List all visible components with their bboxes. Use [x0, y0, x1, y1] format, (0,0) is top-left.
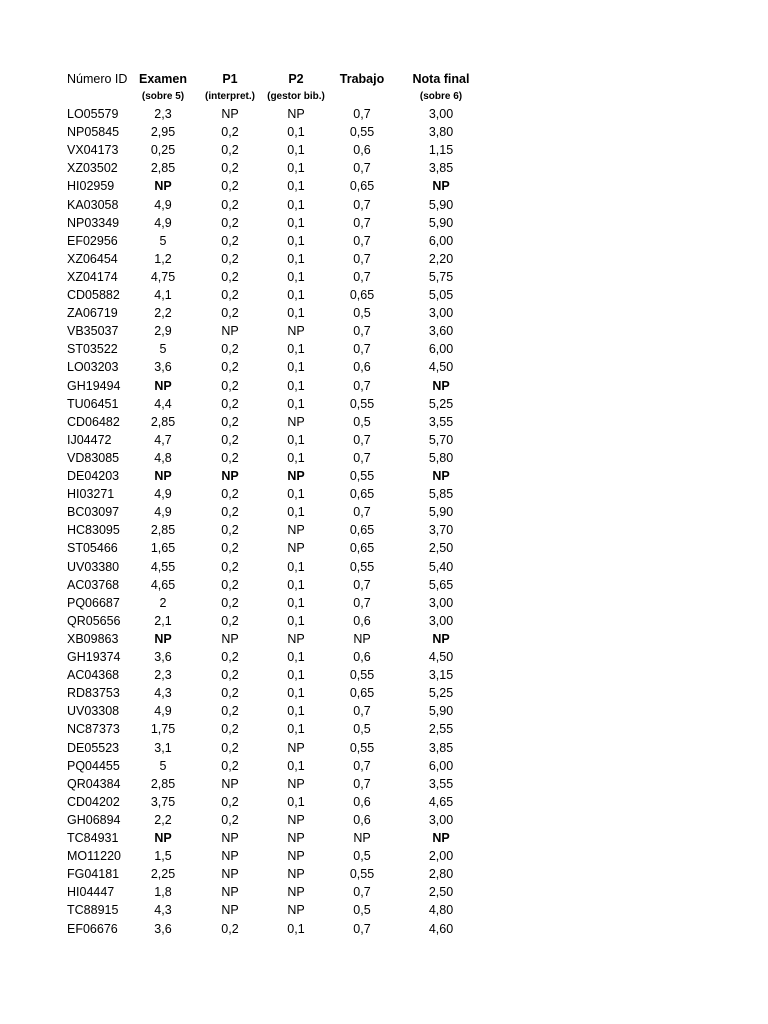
cell-examen: 4,9: [154, 215, 172, 230]
cell-id: TU06451: [67, 396, 119, 411]
cell-id: XB09863: [67, 631, 119, 646]
cell-p1: 0,2: [221, 595, 239, 610]
cell-examen: 1,65: [150, 541, 176, 556]
cell-id: CD04202: [67, 794, 120, 809]
cell-trabajo: 0,7: [353, 577, 371, 592]
cell-examen: 4,65: [150, 577, 176, 592]
cell-trabajo: 0,65: [349, 487, 375, 502]
cell-id: TC88915: [67, 903, 119, 918]
cell-examen: 4,9: [154, 197, 172, 212]
cell-trabajo: 0,55: [349, 668, 375, 683]
cell-id: AC03768: [67, 577, 120, 592]
cell-p2: NP: [287, 885, 305, 900]
cell-examen: 2,1: [154, 613, 172, 628]
cell-p2: NP: [287, 324, 305, 339]
cell-nota-final: 6,00: [428, 342, 454, 357]
cell-id: IJ04472: [67, 432, 112, 447]
cell-trabajo: 0,55: [349, 396, 375, 411]
cell-p1: NP: [221, 469, 239, 483]
cell-trabajo: 0,7: [353, 432, 371, 447]
cell-id: TC84931: [67, 831, 119, 845]
cell-trabajo: 0,7: [353, 251, 371, 266]
cell-p1: 0,2: [221, 215, 239, 230]
cell-trabajo: 0,65: [349, 288, 375, 302]
cell-p1: 0,2: [221, 125, 239, 140]
cell-p2: 0,1: [287, 613, 305, 628]
cell-trabajo: 0,7: [353, 233, 371, 248]
cell-trabajo: 0,7: [353, 505, 371, 520]
cell-nota-final: 1,15: [428, 143, 454, 158]
cell-examen: 4,8: [154, 450, 172, 465]
cell-id: RD83753: [67, 686, 120, 701]
cell-trabajo: 0,7: [353, 197, 371, 212]
cell-p1: 0,2: [221, 487, 239, 502]
cell-id: ZA06719: [67, 306, 118, 321]
cell-p2: 0,1: [287, 432, 305, 447]
cell-p1: 0,2: [221, 794, 239, 809]
cell-examen: 2: [159, 595, 167, 610]
cell-trabajo: 0,65: [349, 179, 375, 194]
cell-id: VD83085: [67, 450, 120, 465]
cell-id: VX04173: [67, 143, 119, 158]
cell-p2: NP: [287, 631, 305, 646]
cell-examen: NP: [154, 469, 172, 483]
cell-p2: 0,1: [287, 125, 305, 140]
cell-p1: 0,2: [221, 722, 239, 737]
cell-examen: 4,9: [154, 505, 172, 520]
cell-examen: 1,75: [150, 722, 176, 737]
cell-nota-final: 4,80: [428, 903, 454, 918]
cell-examen: 3,75: [150, 794, 176, 809]
cell-examen: 2,85: [150, 776, 176, 791]
cell-trabajo: 0,55: [349, 559, 375, 574]
cell-nota-final: 3,60: [428, 324, 454, 339]
cell-p2: 0,1: [287, 650, 305, 664]
cell-id: KA03058: [67, 197, 119, 212]
cell-examen: 4,75: [150, 269, 176, 284]
cell-nota-final: 2,50: [428, 541, 454, 556]
cell-p2: NP: [287, 867, 305, 882]
cell-nota-final: 3,55: [428, 776, 454, 791]
cell-p1: 0,2: [221, 812, 239, 827]
cell-examen: 5: [159, 758, 167, 773]
cell-p1: 0,2: [221, 306, 239, 321]
cell-p1: 0,2: [221, 740, 239, 755]
cell-trabajo: 0,7: [353, 269, 371, 284]
cell-id: NC87373: [67, 722, 120, 737]
cell-p2: 0,1: [287, 559, 305, 574]
cell-trabajo: 0,5: [353, 849, 371, 864]
header-examen: Examen: [139, 72, 187, 86]
cell-p1: NP: [221, 903, 239, 918]
cell-nota-final: 3,00: [428, 306, 454, 321]
cell-nota-final: NP: [432, 469, 450, 483]
cell-trabajo: 0,55: [349, 125, 375, 140]
cell-p2: NP: [287, 541, 305, 556]
header-p1-sub: (interpret.): [205, 91, 255, 102]
cell-p1: 0,2: [221, 396, 239, 411]
cell-p2: NP: [287, 903, 305, 918]
cell-id: VB35037: [67, 324, 119, 339]
cell-nota-final: 3,00: [428, 107, 454, 121]
cell-p1: 0,2: [221, 613, 239, 628]
cell-nota-final: 5,90: [428, 704, 454, 719]
cell-p2: 0,1: [287, 722, 305, 737]
cell-p1: 0,2: [221, 921, 239, 936]
cell-examen: 4,3: [154, 686, 172, 701]
cell-examen: 5: [159, 342, 167, 357]
cell-examen: 1,2: [154, 251, 172, 266]
cell-p1: 0,2: [221, 523, 239, 538]
cell-trabajo: 0,7: [353, 161, 371, 176]
cell-p2: NP: [287, 831, 305, 845]
cell-p1: 0,2: [221, 360, 239, 375]
cell-p2: 0,1: [287, 487, 305, 502]
cell-id: QR05656: [67, 613, 121, 628]
cell-examen: 2,2: [154, 812, 172, 827]
cell-trabajo: 0,65: [349, 523, 375, 538]
cell-p1: 0,2: [221, 288, 239, 302]
cell-id: NP03349: [67, 215, 120, 230]
cell-p2: 0,1: [287, 396, 305, 411]
cell-id: XZ03502: [67, 161, 118, 176]
cell-examen: 4,4: [154, 396, 172, 411]
cell-trabajo: 0,6: [353, 613, 371, 628]
cell-p2: NP: [287, 523, 305, 538]
cell-p1: NP: [221, 324, 239, 339]
cell-nota-final: 4,60: [428, 921, 454, 936]
cell-p2: 0,1: [287, 143, 305, 158]
cell-trabajo: 0,7: [353, 885, 371, 900]
cell-nota-final: 3,80: [428, 125, 454, 140]
cell-examen: 0,25: [150, 143, 176, 158]
cell-examen: 2,85: [150, 161, 176, 176]
cell-p2: NP: [287, 469, 305, 483]
cell-id: EF06676: [67, 921, 118, 936]
cell-trabajo: 0,7: [353, 324, 371, 339]
cell-nota-final: 4,65: [428, 794, 454, 809]
cell-examen: 1,5: [154, 849, 172, 864]
cell-examen: NP: [154, 378, 172, 393]
cell-p2: 0,1: [287, 215, 305, 230]
cell-trabajo: 0,7: [353, 758, 371, 773]
cell-p1: 0,2: [221, 559, 239, 574]
cell-p2: 0,1: [287, 161, 305, 176]
cell-id: GH06894: [67, 812, 121, 827]
cell-id: UV03380: [67, 559, 120, 574]
cell-id: QR04384: [67, 776, 121, 791]
cell-nota-final: 6,00: [428, 233, 454, 248]
cell-p2: 0,1: [287, 686, 305, 701]
cell-examen: 4,1: [154, 288, 172, 302]
cell-id: HI04447: [67, 885, 115, 900]
cell-nota-final: 5,25: [428, 396, 454, 411]
cell-p2: 0,1: [287, 197, 305, 212]
cell-examen: 3,1: [154, 740, 172, 755]
header-trabajo: Trabajo: [339, 72, 385, 86]
cell-examen: 2,25: [150, 867, 176, 882]
cell-id: HI03271: [67, 487, 115, 502]
cell-p1: 0,2: [221, 650, 239, 664]
cell-p1: 0,2: [221, 378, 239, 393]
cell-examen: 2,95: [150, 125, 176, 140]
cell-p2: 0,1: [287, 595, 305, 610]
cell-p2: 0,1: [287, 360, 305, 375]
cell-p2: 0,1: [287, 505, 305, 520]
cell-nota-final: 3,70: [428, 523, 454, 538]
cell-p1: NP: [221, 831, 239, 845]
cell-p1: 0,2: [221, 432, 239, 447]
cell-p2: NP: [287, 414, 305, 429]
cell-examen: 3,6: [154, 921, 172, 936]
cell-p1: NP: [221, 631, 239, 646]
cell-id: BC03097: [67, 505, 120, 520]
cell-trabajo: 0,5: [353, 903, 371, 918]
cell-p1: 0,2: [221, 450, 239, 465]
cell-id: EF02956: [67, 233, 118, 248]
cell-trabajo: 0,7: [353, 342, 371, 357]
cell-trabajo: 0,7: [353, 595, 371, 610]
cell-p2: 0,1: [287, 378, 305, 393]
cell-nota-final: 5,40: [428, 559, 454, 574]
cell-id: CD06482: [67, 414, 120, 429]
header-examen-sub: (sobre 5): [141, 91, 185, 102]
cell-nota-final: 2,50: [428, 885, 454, 900]
cell-p1: 0,2: [221, 269, 239, 284]
cell-p2: NP: [287, 849, 305, 864]
cell-p2: 0,1: [287, 269, 305, 284]
cell-p2: 0,1: [287, 288, 305, 302]
cell-trabajo: 0,6: [353, 360, 371, 375]
cell-id: HI02959: [67, 179, 115, 194]
cell-trabajo: 0,7: [353, 378, 371, 393]
cell-trabajo: 0,55: [349, 469, 375, 483]
cell-p2: 0,1: [287, 342, 305, 357]
cell-p1: 0,2: [221, 668, 239, 683]
cell-nota-final: 5,25: [428, 686, 454, 701]
cell-p1: NP: [221, 867, 239, 882]
cell-trabajo: 0,7: [353, 450, 371, 465]
cell-nota-final: 5,80: [428, 450, 454, 465]
cell-trabajo: 0,5: [353, 306, 371, 321]
cell-p1: 0,2: [221, 577, 239, 592]
cell-p2: 0,1: [287, 921, 305, 936]
cell-p1: NP: [221, 107, 239, 121]
cell-examen: NP: [154, 179, 172, 194]
cell-trabajo: 0,7: [353, 921, 371, 936]
cell-nota-final: 5,90: [428, 197, 454, 212]
cell-nota-final: 4,50: [428, 360, 454, 375]
cell-p2: 0,1: [287, 251, 305, 266]
cell-nota-final: 5,90: [428, 215, 454, 230]
cell-examen: 3,6: [154, 650, 172, 664]
cell-id: DE04203: [67, 469, 120, 483]
cell-p1: 0,2: [221, 758, 239, 773]
cell-id: FG04181: [67, 867, 120, 882]
cell-trabajo: 0,55: [349, 867, 375, 882]
cell-p1: 0,2: [221, 505, 239, 520]
cell-id: PQ04455: [67, 758, 120, 773]
cell-p2: NP: [287, 812, 305, 827]
cell-examen: 1,8: [154, 885, 172, 900]
cell-trabajo: 0,65: [349, 541, 375, 556]
cell-p2: NP: [287, 776, 305, 791]
cell-nota-final: 2,00: [428, 849, 454, 864]
cell-nota-final: 3,85: [428, 740, 454, 755]
cell-trabajo: 0,7: [353, 215, 371, 230]
cell-p2: NP: [287, 107, 305, 121]
cell-trabajo: 0,6: [353, 794, 371, 809]
cell-nota-final: 2,55: [428, 722, 454, 737]
cell-nota-final: 4,50: [428, 650, 454, 664]
cell-nota-final: 5,05: [428, 288, 454, 302]
cell-nota-final: NP: [432, 831, 450, 845]
cell-id: PQ06687: [67, 595, 120, 610]
cell-p1: 0,2: [221, 704, 239, 719]
cell-examen: 2,85: [150, 414, 176, 429]
cell-trabajo: 0,7: [353, 776, 371, 791]
cell-p1: 0,2: [221, 143, 239, 158]
cell-nota-final: 3,00: [428, 613, 454, 628]
cell-id: NP05845: [67, 125, 120, 140]
cell-id: DE05523: [67, 740, 120, 755]
cell-p2: 0,1: [287, 704, 305, 719]
cell-trabajo: 0,7: [353, 107, 371, 121]
cell-p2: NP: [287, 740, 305, 755]
cell-nota-final: 3,00: [428, 595, 454, 610]
cell-p1: 0,2: [221, 414, 239, 429]
cell-trabajo: 0,7: [353, 704, 371, 719]
cell-id: GH19374: [67, 650, 121, 664]
cell-id: ST05466: [67, 541, 118, 556]
cell-id: HC83095: [67, 523, 120, 538]
cell-id: XZ04174: [67, 269, 118, 284]
cell-nota-final: 3,55: [428, 414, 454, 429]
cell-p2: 0,1: [287, 577, 305, 592]
cell-nota-final: 3,00: [428, 812, 454, 827]
cell-p1: 0,2: [221, 342, 239, 357]
cell-nota-final: NP: [432, 378, 450, 393]
cell-trabajo: NP: [353, 631, 371, 646]
cell-examen: 4,9: [154, 704, 172, 719]
cell-p1: 0,2: [221, 179, 239, 194]
cell-p2: 0,1: [287, 450, 305, 465]
cell-examen: 5: [159, 233, 167, 248]
cell-nota-final: NP: [432, 631, 450, 646]
cell-examen: 4,7: [154, 432, 172, 447]
cell-p1: 0,2: [221, 161, 239, 176]
cell-examen: 4,55: [150, 559, 176, 574]
cell-p2: 0,1: [287, 668, 305, 683]
cell-p2: 0,1: [287, 758, 305, 773]
cell-nota-final: 5,70: [428, 432, 454, 447]
cell-trabajo: 0,55: [349, 740, 375, 755]
cell-examen: 2,2: [154, 306, 172, 321]
cell-examen: 4,9: [154, 487, 172, 502]
cell-id: GH19494: [67, 378, 121, 393]
header-id: Número ID: [67, 72, 128, 86]
cell-nota-final: 5,90: [428, 505, 454, 520]
header-p2: P2: [288, 72, 304, 86]
cell-id: XZ06454: [67, 251, 118, 266]
cell-p2: 0,1: [287, 179, 305, 194]
cell-nota-final: 3,15: [428, 668, 454, 683]
cell-p1: 0,2: [221, 541, 239, 556]
header-nota-final-sub: (sobre 6): [419, 91, 463, 102]
cell-examen: 2,3: [154, 668, 172, 683]
cell-examen: 2,85: [150, 523, 176, 538]
cell-id: AC04368: [67, 668, 120, 683]
cell-examen: NP: [154, 831, 172, 845]
header-nota-final: Nota final: [412, 72, 470, 86]
cell-p1: NP: [221, 885, 239, 900]
cell-trabajo: 0,6: [353, 812, 371, 827]
cell-trabajo: NP: [353, 831, 371, 845]
cell-id: LO03203: [67, 360, 119, 375]
cell-examen: 4,3: [154, 903, 172, 918]
cell-nota-final: 5,85: [428, 487, 454, 502]
cell-p1: 0,2: [221, 686, 239, 701]
cell-nota-final: 6,00: [428, 758, 454, 773]
cell-p1: NP: [221, 849, 239, 864]
cell-id: MO11220: [67, 849, 121, 864]
cell-nota-final: 2,20: [428, 251, 454, 266]
cell-examen: 2,9: [154, 324, 172, 339]
cell-examen: 2,3: [154, 107, 172, 121]
cell-p1: 0,2: [221, 233, 239, 248]
cell-trabajo: 0,5: [353, 414, 371, 429]
cell-p1: 0,2: [221, 197, 239, 212]
cell-examen: 3,6: [154, 360, 172, 375]
cell-examen: NP: [154, 631, 172, 646]
cell-p2: 0,1: [287, 794, 305, 809]
cell-p2: 0,1: [287, 233, 305, 248]
cell-trabajo: 0,6: [353, 143, 371, 158]
cell-trabajo: 0,65: [349, 686, 375, 701]
cell-id: CD05882: [67, 288, 120, 302]
cell-trabajo: 0,5: [353, 722, 371, 737]
cell-id: UV03308: [67, 704, 120, 719]
cell-nota-final: 5,65: [428, 577, 454, 592]
cell-nota-final: 3,85: [428, 161, 454, 176]
cell-p1: 0,2: [221, 251, 239, 266]
cell-p1: NP: [221, 776, 239, 791]
cell-p2: 0,1: [287, 306, 305, 321]
cell-nota-final: 5,75: [428, 269, 454, 284]
header-p2-sub: (gestor bib.): [267, 91, 325, 102]
cell-id: LO05579: [67, 107, 119, 121]
header-p1: P1: [222, 72, 238, 86]
cell-nota-final: 2,80: [428, 867, 454, 882]
cell-id: ST03522: [67, 342, 118, 357]
cell-trabajo: 0,6: [353, 650, 371, 664]
cell-nota-final: NP: [432, 179, 450, 194]
